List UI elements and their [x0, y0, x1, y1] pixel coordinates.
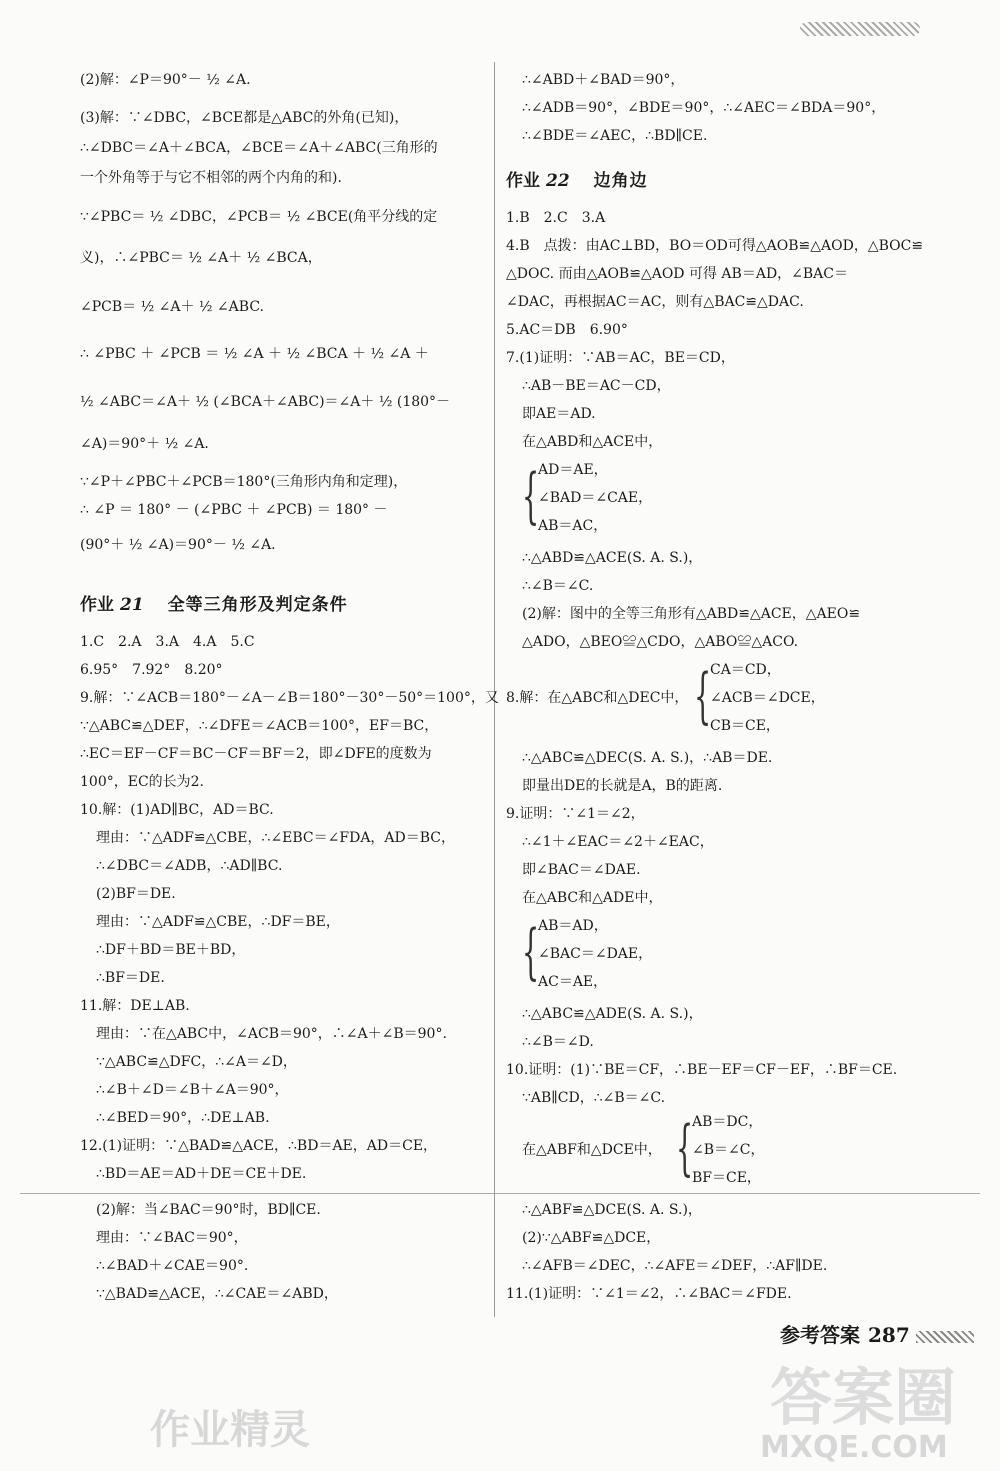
system-intro: 在△ABF和△DCE中，: [522, 1142, 662, 1158]
text-line: ∵∠P＋∠PBC＋∠PCB＝180°(三角形内角和定理)，: [80, 474, 408, 490]
text-line: ∠DAC，再根据AC＝AC，则有△BAC≌△DAC.: [506, 294, 804, 310]
text-line: ∴∠1＋∠EAC＝∠2＋∠EAC，: [522, 834, 714, 850]
watermark-site: MXQE.COM: [760, 1430, 948, 1465]
text-line: 1.C 2.A 3.A 4.A 5.C: [80, 634, 255, 650]
text-line: ∴DF＋BD＝BE＋BD，: [96, 942, 246, 958]
section-heading: [80, 590, 348, 615]
heading-number: 21: [120, 595, 144, 615]
text-line: ∴∠ABD＋∠BAD＝90°，: [522, 72, 685, 88]
text-line: 9.证明：∵∠1＝∠2，: [506, 806, 645, 822]
brace-icon: {: [522, 461, 540, 531]
heading-title: 边角边: [593, 171, 648, 191]
text-line: 11.解：DE⊥AB.: [80, 998, 190, 1014]
text-line: ∴∠AFB＝∠DEC，∴∠AFE＝∠DEF，∴AF∥DE.: [522, 1258, 828, 1274]
text-line: 100°，EC的长为2.: [80, 774, 205, 790]
horizontal-rule: [20, 1193, 980, 1194]
hatch-decoration: [916, 1331, 974, 1343]
page-number: 287: [868, 1323, 910, 1347]
text-line: ∵△ABC≌△DEF，∴∠DFE＝∠ACB＝100°，EF＝BC，: [80, 718, 439, 734]
heading-prefix: 作业: [80, 595, 114, 615]
text-line: ∵∠PBC＝ ½ ∠DBC，∠PCB＝ ½ ∠BCE(角平分线的定: [80, 209, 438, 225]
text-line: ∴EC＝EF－CF＝BC－CF＝BF＝2，即∠DFE的度数为: [80, 746, 432, 762]
text-line: △DOC. 而由△AOB≌△AOD 可得 AB＝AD，∠BAC＝: [506, 266, 849, 282]
text-line: ∴△ABF≌△DCE(S. A. S.)，: [522, 1202, 702, 1218]
brace-icon: {: [522, 917, 540, 987]
text-line: 1.B 2.C 3.A: [506, 210, 606, 226]
text-line: ∴∠B＝∠C.: [522, 578, 594, 594]
watermark-bottom-left: 作业精灵: [150, 1407, 310, 1453]
text-line: ∴∠BED＝90°，∴DE⊥AB.: [96, 1110, 270, 1126]
text-line: 在△ABD和△ACE中，: [522, 434, 663, 450]
text-line: ∴∠DBC＝∠A＋∠BCA，∠BCE＝∠A＋∠ABC(三角形的: [80, 140, 438, 156]
text-line: 在△ABC和△ADE中，: [522, 890, 663, 906]
page-footer: [780, 1319, 974, 1348]
text-line: ∴∠BDE＝∠AEC，∴BD∥CE.: [522, 128, 708, 144]
heading-number: 22: [546, 171, 570, 191]
watermark-bottom-right: 答案圈: [770, 1361, 957, 1434]
text-line: 义)，∴∠PBC＝ ½ ∠A＋ ½ ∠BCA，: [80, 250, 322, 266]
heading-title: 全等三角形及判定条件: [167, 595, 348, 615]
heading-prefix: 作业: [506, 171, 540, 191]
system-row: CB＝CE，: [710, 718, 780, 734]
text-line: ∴∠BAD＋∠CAE＝90°.: [96, 1258, 249, 1274]
text-line: (3)解：∵∠DBC，∠BCE都是△ABC的外角(已知)，: [80, 110, 409, 126]
text-line: 4.B 点拨：由AC⊥BD，BO＝OD可得△AOB≌△AOD，△BOC≌: [506, 238, 924, 254]
text-line: 即∠BAC＝∠DAE.: [522, 862, 641, 878]
text-line: ∴BF＝DE.: [96, 970, 165, 986]
system-row: CA＝CD，: [710, 662, 781, 678]
text-line: (90°＋ ½ ∠A)＝90°－ ½ ∠A.: [80, 537, 276, 553]
text-line: 理由：∵∠BAC＝90°，: [96, 1230, 248, 1246]
text-line: ∠PCB＝ ½ ∠A＋ ½ ∠ABC.: [80, 299, 264, 315]
text-line: (2)∵△ABF≌△DCE，: [522, 1230, 661, 1246]
footer-label: 参考答案: [780, 1323, 860, 1347]
system-row: AB＝AC，: [538, 518, 608, 534]
text-line: ∴∠DBC＝∠ADB，∴AD∥BC.: [96, 858, 283, 874]
system-row: AB＝AD，: [538, 918, 608, 934]
system-row: BF＝CE，: [692, 1170, 761, 1186]
system-row: ∠B＝∠C，: [692, 1142, 765, 1158]
system-row: ∠BAD＝∠CAE，: [538, 490, 653, 506]
text-line: 理由：∵在△ABC中，∠ACB＝90°，∴∠A＋∠B＝90°.: [96, 1026, 447, 1042]
text-line: 即AE＝AD.: [522, 406, 596, 422]
text-line: ∴∠B＝∠D.: [522, 1034, 594, 1050]
text-line: ∴BD＝AE＝AD＋DE＝CE＋DE.: [96, 1166, 307, 1182]
text-line: 理由：∵△ADF≌△CBE，∴DF＝BE，: [96, 914, 340, 930]
text-line: (2)解：∠P＝90°－ ½ ∠A.: [80, 72, 251, 88]
text-line: ∴ ∠PBC ＋ ∠PCB ＝ ½ ∠A ＋ ½ ∠BCA ＋ ½ ∠A ＋: [80, 346, 429, 362]
text-line: 7.(1)证明：∵AB＝AC，BE＝CD，: [506, 350, 735, 366]
text-line: 6.95° 7.92° 8.20°: [80, 662, 223, 678]
text-line: 一个外角等于与它不相邻的两个内角的和).: [80, 170, 342, 186]
text-line: ½ ∠ABC＝∠A＋ ½ (∠BCA＋∠ABC)＝∠A＋ ½ (180°－: [80, 394, 451, 410]
text-line: 12.(1)证明：∵△BAD≌△ACE，∴BD＝AE，AD＝CE，: [80, 1138, 438, 1154]
brace-icon: {: [676, 1113, 694, 1183]
brace-icon: {: [694, 661, 712, 731]
text-line: ∵△ABC≌△DFC，∴∠A＝∠D，: [96, 1054, 297, 1070]
section-heading: [506, 166, 648, 191]
text-line: ∴ ∠P ＝ 180° － (∠PBC ＋ ∠PCB) ＝ 180° －: [80, 502, 388, 518]
system-row: ∠ACB＝∠DCE，: [710, 690, 825, 706]
text-line: ∴AB－BE＝AC－CD，: [522, 378, 671, 394]
system-row: AC＝AE，: [538, 974, 608, 990]
text-line: 11.(1)证明：∵∠1＝∠2，∴∠BAC＝∠FDE.: [506, 1286, 792, 1302]
system-row: ∠BAC＝∠DAE，: [538, 946, 653, 962]
text-line: ∴△ABD≌△ACE(S. A. S.)，: [522, 550, 703, 566]
text-line: (2)解：图中的全等三角形有△ABD≌△ACE，△AEO≌: [522, 606, 861, 622]
text-line: △ADO，△BEO≌△CDO，△ABO≌△ACO.: [522, 634, 799, 650]
system-row: AD＝AE，: [538, 462, 608, 478]
text-line: ∵AB∥CD，∴∠B＝∠C.: [522, 1090, 666, 1106]
text-line: ∠A)＝90°＋ ½ ∠A.: [80, 436, 209, 452]
text-line: 5.AC＝DB 6.90°: [506, 322, 628, 338]
text-line: ∴∠B＋∠D＝∠B＋∠A＝90°，: [96, 1082, 289, 1098]
text-line: 即量出DE的长就是A，B的距离.: [522, 778, 723, 794]
text-line: (2)解：当∠BAC＝90°时，BD∥CE.: [96, 1202, 321, 1218]
text-line: ∴△ABC≌△DEC(S. A. S.)，∴AB＝DE.: [522, 750, 773, 766]
text-line: 理由：∵△ADF≌△CBE，∴∠EBC＝∠FDA，AD＝BC，: [96, 830, 456, 846]
text-line: (2)BF＝DE.: [96, 886, 176, 902]
text-line: ∴△ABC≌△ADE(S. A. S.)，: [522, 1006, 703, 1022]
text-line: 10.证明：(1)∵BE＝CF，∴BE－EF＝CF－EF，∴BF＝CE.: [506, 1062, 898, 1078]
text-line: 9.解：∵∠ACB＝180°－∠A－∠B＝180°－30°－50°＝100°，又: [80, 690, 499, 706]
text-line: ∵△BAD≌△ACE，∴∠CAE＝∠ABD，: [96, 1286, 338, 1302]
text-line: ∴∠ADB＝90°，∠BDE＝90°，∴∠AEC＝∠BDA＝90°，: [522, 100, 886, 116]
system-row: AB＝DC，: [692, 1114, 763, 1130]
text-line: 10.解：(1)AD∥BC，AD＝BC.: [80, 802, 274, 818]
corner-decoration: [800, 22, 920, 36]
system-intro: 8.解：在△ABC和△DEC中，: [506, 690, 689, 706]
